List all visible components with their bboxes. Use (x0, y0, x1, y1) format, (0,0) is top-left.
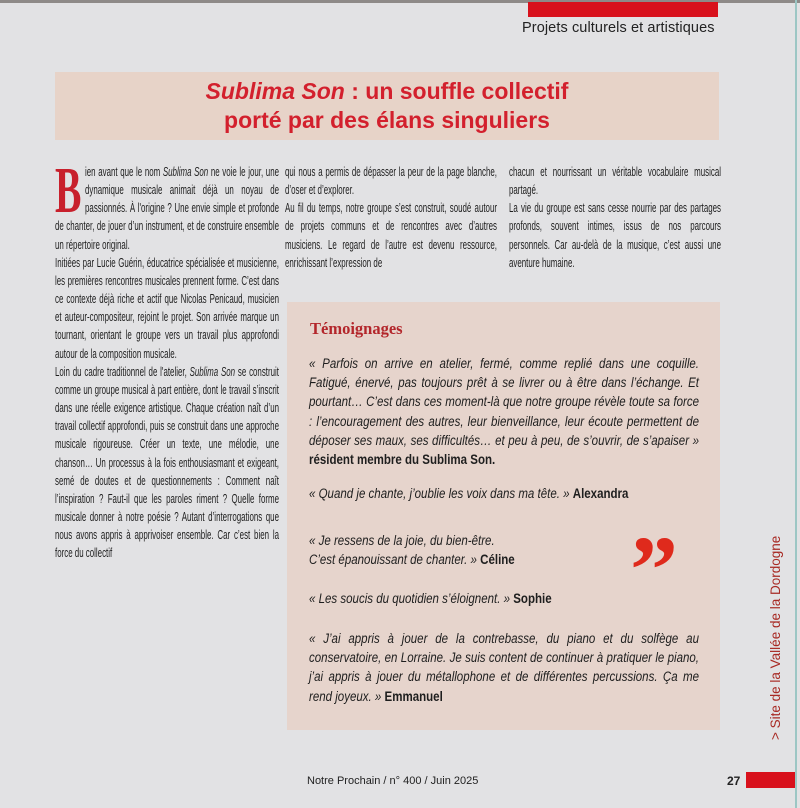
paragraph: qui nous a permis de dépasser la peur de la page blanche, d’oser et d’explorer. (285, 164, 497, 198)
testimonial: « Les soucis du quotidien s’éloignent. » Sophie (309, 591, 552, 606)
testimonials-box (287, 302, 720, 730)
testimonial-author: Alexandra (572, 486, 629, 501)
testimonial: « Parfois on arrive en atelier, fermé, comme replié dans une coquille. Fatigué, énervé, pas toujours prêt à se livrer ou à être dans l’échange. Et pourtant… C’est dans ces moment-là que notre groupe révèle toute sa force : l’encouragement des autres, leur bienveillance, leur écoute permettent de déposer ses maux, ses difficultés… et peu à peu, de s’ouvrir, de s’apaiser » résident membre du Sublima Son. (309, 356, 699, 468)
testimonial-author: Céline (480, 552, 515, 568)
article-title (55, 72, 719, 135)
testimonial-author: Sophie (513, 591, 552, 606)
paragraph: Initiées par Lucie Guérin, éducatrice spécialisée et musicienne, les premières rencontres musicales prennent forme. C’est dans ce contexte déjà riche et actif que Nicolas Penicaud, musicien et auteur-compositeur, rejoint le projet. Son arrivée marque un tournant, orientant le groupe vers un travail plus approfondi autour de la composition musicale. (55, 254, 279, 361)
section-label: Projets culturels et artistiques (522, 20, 715, 36)
page-number-color-bar (746, 772, 795, 788)
title-line2: porté par des élans singuliers (224, 107, 550, 133)
page-edge (795, 0, 797, 808)
title-line1-rest: : un souffle collectif (344, 78, 569, 104)
testimonial-author: résident membre du Sublima Son. (309, 452, 496, 468)
testimonial-author: Emmanuel (384, 688, 443, 704)
title-italic: Sublima Son (205, 78, 345, 104)
page-number: 27 (727, 774, 741, 788)
drop-cap: B (55, 154, 82, 227)
article-column-1 (55, 154, 279, 562)
publication-footer: Notre Prochain / n° 400 / Juin 2025 (307, 775, 479, 787)
article-column-2 (285, 163, 497, 272)
paragraph: Loin du cadre traditionnel de l'atelier, Sublima Son se construit comme un groupe musical à part entière, dont le travail s’inscrit dans une réelle exigence artistique. Chaque création naît d’un travail collectif approfondi, puis se construit dans une approche musicale rigoureuse. Créer un texte, une mélodie, une chanson… Un processus à la fois enthousiasmant et exigeant, semé de doutes et de questionnements : Comment naît l’inspiration ? Faut-il que les paroles riment ? Quelle forme musicale donner à notre poésie ? Autant d’interrogations que nous avons appris à apprivoiser ensemble. Car c’est bien la force du collectif (55, 363, 279, 561)
paragraph: ien avant que le nom Sublima Son ne voie le jour, une dynamique musicale animait déjà un noyau de passionnés. À l'origine ? Une envie simple et profonde de chanter, de jouer d’un instrument, et de construire ensemble un répertoire original. (55, 164, 279, 252)
title-banner (55, 72, 719, 140)
paragraph: chacun et nourrissant un véritable vocabulaire musical partagé. (509, 164, 721, 198)
paragraph: La vie du groupe est sans cesse nourrie par des partages profonds, souvent intimes, issus de nos parcours personnels. Car au-delà de la musique, c’est aussi une aventure humaine. (509, 200, 721, 270)
article-column-3 (509, 163, 721, 272)
testimonial: « J’ai appris à jouer de la contrebasse, du piano et du solfège au conservatoire, en Lorraine. Je suis content de continuer à pratiquer le piano, j’ai appris à jouer du métallophone et de différentes percussions. Ça me rend joyeux. » Emmanuel (309, 631, 699, 704)
testimonial: « Je ressens de la joie, du bien-être. C’est épanouissant de chanter. » Céline (309, 533, 515, 568)
testimonial: « Quand je chante, j’oublie les voix dans ma tête. » Alexandra (309, 486, 629, 501)
section-color-bar (528, 2, 718, 17)
quote-mark-icon: ” (630, 516, 674, 623)
paragraph: Au fil du temps, notre groupe s’est construit, soudé autour de projets communs et de rencontres avec d’autres musiciens. Le regard de l’autre est devenu ressource, enrichissant l’expression de (285, 200, 497, 270)
site-vertical-label: > Site de la Vallée de la Dordogne (768, 535, 783, 740)
testimonials-heading: Témoignages (310, 319, 403, 338)
